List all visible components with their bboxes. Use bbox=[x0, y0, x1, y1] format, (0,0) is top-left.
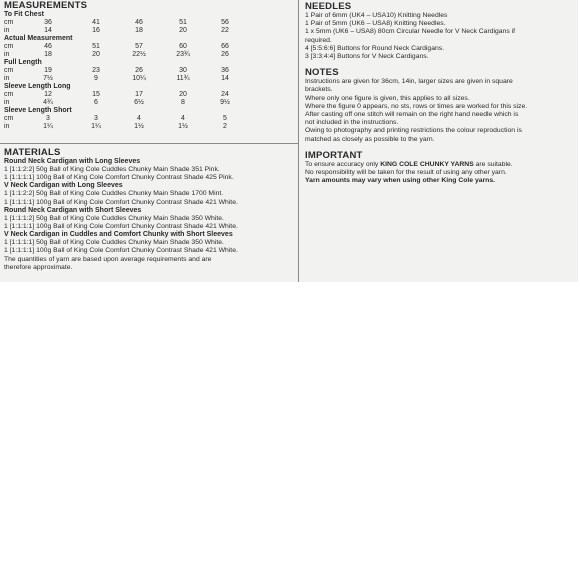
measurement-value: 36 bbox=[221, 67, 229, 74]
notes-list bbox=[305, 78, 577, 144]
material-line: 1 [1:1:2:2] 50g Ball of King Cole Cuddles Chunky Main Shade 1700 Mint. bbox=[4, 190, 224, 198]
unit-label: cm bbox=[4, 19, 14, 26]
measurement-value: 57 bbox=[135, 43, 143, 50]
material-group-title: Round Neck Cardigan with Long Sleeves bbox=[4, 158, 141, 165]
material-group-title: Round Neck Cardigan with Short Sleeves bbox=[4, 206, 142, 214]
measurements-heading: MEASUREMENTS bbox=[4, 0, 88, 11]
section-divider bbox=[0, 143, 298, 144]
measurement-value: 66 bbox=[221, 43, 229, 50]
notes-line: brackets. bbox=[305, 86, 333, 94]
unit-label: cm bbox=[4, 67, 14, 74]
measurement-value: 4 bbox=[181, 115, 185, 122]
needles-line: 1 x 5mm (UK6 – USA8) 80cm Circular Needle for V Neck Cardigans if bbox=[305, 28, 516, 36]
measurement-value: 6½ bbox=[134, 99, 144, 106]
measurement-value: 24 bbox=[221, 91, 229, 98]
measurement-value: 1½ bbox=[178, 123, 188, 130]
measurement-value: 20 bbox=[179, 91, 187, 98]
measurement-value: 46 bbox=[44, 43, 52, 50]
measurement-row bbox=[4, 27, 296, 35]
measurement-value: 1½ bbox=[134, 123, 144, 130]
measurement-row bbox=[4, 123, 296, 131]
measurement-value: 22 bbox=[221, 27, 229, 34]
measurement-value: 3 bbox=[46, 115, 50, 122]
measurement-value: 51 bbox=[92, 43, 100, 50]
needles-heading: NEEDLES bbox=[305, 1, 352, 12]
measurement-value: 9 bbox=[94, 75, 98, 82]
notes-line: Where the figure 0 appears, no sts, rows or times are worked for this size. bbox=[305, 102, 528, 110]
measurement-title: Full Length bbox=[4, 59, 42, 66]
measurement-value: 23¾ bbox=[176, 51, 190, 58]
measurement-value: 1¼ bbox=[91, 123, 101, 130]
measurement-title: To Fit Chest bbox=[4, 11, 44, 18]
measurement-value: 4¾ bbox=[43, 99, 53, 106]
notes-line: matched as closely as possible to the yarn. bbox=[305, 135, 435, 143]
measurement-value: 26 bbox=[221, 51, 229, 58]
measurement-value: 26 bbox=[135, 67, 143, 74]
important-line-1 bbox=[305, 161, 577, 169]
measurement-value: 8 bbox=[181, 99, 185, 106]
measurement-value: 51 bbox=[179, 19, 187, 26]
notes-line: After casting off one stitch will remain on the right hand needle which is bbox=[305, 111, 519, 119]
measurement-row bbox=[4, 75, 296, 83]
measurement-title: Sleeve Length Long bbox=[4, 83, 71, 90]
measurement-value: 30 bbox=[179, 67, 187, 74]
important-line-2: No responsibility will be taken for the result of using any other yarn. bbox=[305, 169, 507, 177]
measurement-value: 5 bbox=[223, 115, 227, 122]
measurement-row bbox=[4, 99, 296, 107]
notes-line: Instructions are given for 36cm, 14in, larger sizes are given in square bbox=[305, 78, 513, 86]
materials-section bbox=[4, 147, 296, 272]
measurement-row bbox=[4, 43, 296, 51]
unit-label: in bbox=[4, 27, 10, 34]
measurement-value: 36 bbox=[44, 19, 52, 26]
measurement-row bbox=[4, 67, 296, 75]
measurement-value: 3 bbox=[94, 115, 98, 122]
important-heading: IMPORTANT bbox=[305, 149, 363, 161]
material-line: 1 [1:1:1:1] 50g Ball of King Cole Cuddles Chunky Main Shade 350 White. bbox=[4, 239, 224, 247]
material-line: 1 [1:1:1:1] 100g Ball of King Cole Comfort Chunky Contrast Shade 421 White. bbox=[4, 223, 238, 231]
measurement-value: 18 bbox=[44, 51, 52, 58]
measurement-row bbox=[4, 51, 296, 59]
unit-label: cm bbox=[4, 91, 14, 98]
measurement-value: 12 bbox=[44, 91, 52, 98]
measurement-value: 15 bbox=[92, 91, 100, 98]
important-line-1-pre: To ensure accuracy only bbox=[305, 160, 381, 168]
unit-label: in bbox=[4, 75, 10, 82]
measurement-value: 41 bbox=[92, 19, 100, 26]
unit-label: in bbox=[4, 99, 10, 106]
measurement-row bbox=[4, 91, 296, 99]
material-line: therefore approximate. bbox=[4, 263, 73, 271]
materials-heading: MATERIALS bbox=[4, 147, 61, 158]
measurement-value: 14 bbox=[221, 75, 229, 82]
measurements-section bbox=[4, 0, 296, 131]
needles-line: 1 Pair of 5mm (UK6 – USA8) Knitting Needles. bbox=[305, 20, 446, 28]
measurement-value: 6 bbox=[94, 99, 98, 106]
needles-line: required. bbox=[305, 36, 332, 44]
measurement-value: 1¼ bbox=[43, 123, 53, 130]
needles-line: 3 [3:3:4:4] Buttons for V Neck Cardigans. bbox=[305, 53, 429, 61]
measurement-row bbox=[4, 115, 296, 123]
unit-label: in bbox=[4, 51, 10, 58]
important-line-1-post: are suitable. bbox=[473, 160, 513, 168]
notes-line: Where only one figure is given, this applies to all sizes. bbox=[305, 94, 470, 102]
unit-label: in bbox=[4, 123, 10, 130]
measurement-value: 14 bbox=[44, 27, 52, 34]
notes-line: not included in the instructions. bbox=[305, 119, 399, 127]
important-line-3: Yarn amounts may vary when using other King Cole yarns. bbox=[305, 177, 495, 185]
measurement-value: 11¾ bbox=[176, 75, 190, 82]
material-line: The quantities of yarn are based upon average requirements and are bbox=[4, 255, 212, 263]
notes-heading: NOTES bbox=[305, 67, 339, 79]
important-line-1-bold: KING COLE CHUNKY YARNS bbox=[380, 160, 474, 168]
unit-label: cm bbox=[4, 43, 14, 50]
measurement-value: 60 bbox=[179, 43, 187, 50]
measurement-value: 4 bbox=[137, 115, 141, 122]
unit-label: cm bbox=[4, 115, 14, 122]
measurement-value: 18 bbox=[135, 27, 143, 34]
measurement-value: 20 bbox=[92, 51, 100, 58]
measurement-value: 2 bbox=[223, 123, 227, 130]
notes-line: Owing to photography and printing restrictions the colour reproduction is bbox=[305, 127, 522, 135]
measurement-value: 46 bbox=[135, 19, 143, 26]
measurement-title: Sleeve Length Short bbox=[4, 107, 72, 114]
measurement-title: Actual Measurement bbox=[4, 35, 73, 42]
material-line: 1 [1:1:1:2] 50g Ball of King Cole Cuddles Chunky Main Shade 350 White. bbox=[4, 214, 224, 222]
needles-list bbox=[305, 12, 577, 61]
measurement-value: 20 bbox=[179, 27, 187, 34]
column-divider bbox=[298, 0, 299, 282]
material-line: 1 [1:1:2:2] 50g Ball of King Cole Cuddles Chunky Main Shade 351 Pink. bbox=[4, 166, 220, 173]
material-line: 1 [1:1:1:1] 100g Ball of King Cole Comfort Chunky Contrast Shade 421 White. bbox=[4, 198, 238, 206]
measurement-value: 19 bbox=[44, 67, 52, 74]
measurement-value: 7½ bbox=[43, 75, 53, 82]
measurement-value: 10¼ bbox=[132, 75, 146, 82]
measurement-row bbox=[4, 19, 296, 27]
material-line: 1 [1:1:1:1] 100g Ball of King Cole Comfort Chunky Contrast Shade 425 Pink. bbox=[4, 174, 234, 182]
measurement-value: 16 bbox=[92, 27, 100, 34]
measurement-value: 56 bbox=[221, 19, 229, 26]
material-group-title: V Neck Cardigan with Long Sleeves bbox=[4, 182, 123, 190]
measurement-value: 23 bbox=[92, 67, 100, 74]
measurement-value: 22½ bbox=[132, 51, 146, 58]
right-column bbox=[305, 1, 577, 185]
measurement-value: 17 bbox=[135, 91, 143, 98]
needles-line: 4 [5:5:6:6] Buttons for Round Neck Cardigans. bbox=[305, 44, 445, 52]
measurement-value: 9½ bbox=[220, 99, 230, 106]
material-group-title: V Neck Cardigan in Cuddles and Comfort Chunky with Short Sleeves bbox=[4, 231, 233, 239]
material-line: 1 [1:1:1:1] 100g Ball of King Cole Comfort Chunky Contrast Shade 421 White. bbox=[4, 247, 238, 255]
needles-line: 1 Pair of 6mm (UK4 – USA10) Knitting Needles bbox=[305, 12, 448, 19]
